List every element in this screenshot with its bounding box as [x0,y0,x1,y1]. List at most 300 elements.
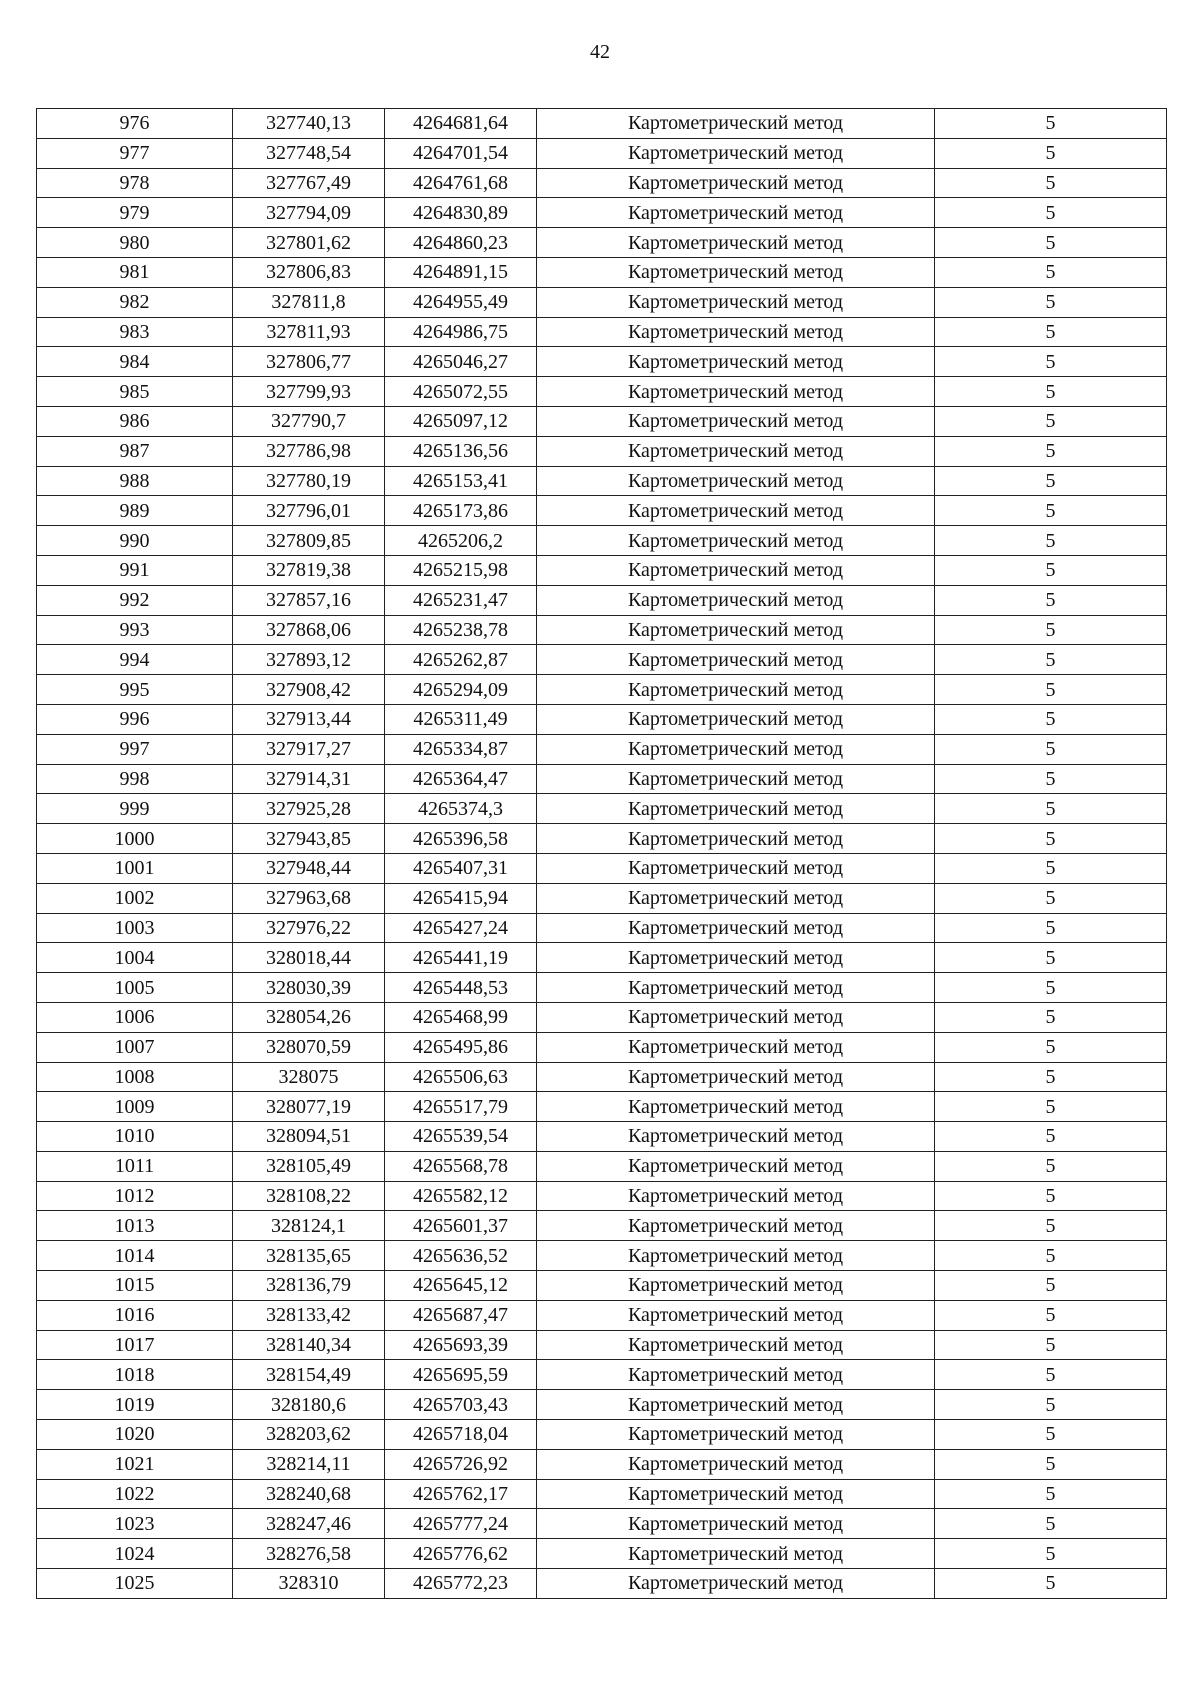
table-row [37,1449,1167,1479]
table-body [37,109,1167,1599]
point-number-cell: 976 [37,109,233,139]
accuracy-cell: 5 [935,1271,1167,1301]
y-coordinate-cell: 4265396,58 [385,824,537,854]
x-coordinate-cell: 327963,68 [233,883,385,913]
x-coordinate-cell: 328124,1 [233,1211,385,1241]
accuracy-cell: 5 [935,1330,1167,1360]
table-row [37,734,1167,764]
table-row [37,1062,1167,1092]
y-coordinate-cell: 4265374,3 [385,794,537,824]
table-row [37,406,1167,436]
point-number-cell: 1000 [37,824,233,854]
y-coordinate-cell: 4265334,87 [385,734,537,764]
method-cell: Картометрический метод [537,645,935,675]
y-coordinate-cell: 4264761,68 [385,168,537,198]
y-coordinate-cell: 4265703,43 [385,1390,537,1420]
method-cell: Картометрический метод [537,257,935,287]
method-cell: Картометрический метод [537,943,935,973]
method-cell: Картометрический метод [537,1032,935,1062]
accuracy-cell: 5 [935,1509,1167,1539]
x-coordinate-cell: 328136,79 [233,1271,385,1301]
accuracy-cell: 5 [935,1211,1167,1241]
accuracy-cell: 5 [935,526,1167,556]
method-cell: Картометрический метод [537,883,935,913]
x-coordinate-cell: 327914,31 [233,764,385,794]
point-number-cell: 1017 [37,1330,233,1360]
accuracy-cell: 5 [935,436,1167,466]
point-number-cell: 989 [37,496,233,526]
y-coordinate-cell: 4265294,09 [385,675,537,705]
y-coordinate-cell: 4265046,27 [385,347,537,377]
point-number-cell: 1014 [37,1241,233,1271]
y-coordinate-cell: 4265097,12 [385,406,537,436]
x-coordinate-cell: 327908,42 [233,675,385,705]
x-coordinate-cell: 327740,13 [233,109,385,139]
point-number-cell: 1001 [37,853,233,883]
table-row [37,198,1167,228]
y-coordinate-cell: 4264681,64 [385,109,537,139]
method-cell: Картометрический метод [537,466,935,496]
table-row [37,1092,1167,1122]
table-row [37,645,1167,675]
method-cell: Картометрический метод [537,913,935,943]
point-number-cell: 981 [37,257,233,287]
method-cell: Картометрический метод [537,1122,935,1152]
x-coordinate-cell: 328030,39 [233,973,385,1003]
method-cell: Картометрический метод [537,1569,935,1599]
point-number-cell: 985 [37,377,233,407]
y-coordinate-cell: 4265072,55 [385,377,537,407]
method-cell: Картометрический метод [537,496,935,526]
y-coordinate-cell: 4265441,19 [385,943,537,973]
accuracy-cell: 5 [935,824,1167,854]
y-coordinate-cell: 4265136,56 [385,436,537,466]
accuracy-cell: 5 [935,347,1167,377]
point-number-cell: 987 [37,436,233,466]
x-coordinate-cell: 328054,26 [233,1002,385,1032]
accuracy-cell: 5 [935,1420,1167,1450]
point-number-cell: 992 [37,585,233,615]
table-row [37,317,1167,347]
accuracy-cell: 5 [935,466,1167,496]
point-number-cell: 997 [37,734,233,764]
point-number-cell: 996 [37,704,233,734]
method-cell: Картометрический метод [537,317,935,347]
y-coordinate-cell: 4265415,94 [385,883,537,913]
point-number-cell: 1023 [37,1509,233,1539]
method-cell: Картометрический метод [537,1479,935,1509]
method-cell: Картометрический метод [537,585,935,615]
table-row [37,1241,1167,1271]
x-coordinate-cell: 328075 [233,1062,385,1092]
table-row [37,943,1167,973]
point-number-cell: 1002 [37,883,233,913]
point-number-cell: 993 [37,615,233,645]
page-number: 42 [590,41,610,63]
table-row [37,1181,1167,1211]
y-coordinate-cell: 4265262,87 [385,645,537,675]
y-coordinate-cell: 4264891,15 [385,257,537,287]
accuracy-cell: 5 [935,1181,1167,1211]
y-coordinate-cell: 4265427,24 [385,913,537,943]
table-row [37,794,1167,824]
accuracy-cell: 5 [935,228,1167,258]
x-coordinate-cell: 328133,42 [233,1300,385,1330]
accuracy-cell: 5 [935,1092,1167,1122]
point-number-cell: 1005 [37,973,233,1003]
table-row [37,1211,1167,1241]
table-row [37,436,1167,466]
y-coordinate-cell: 4264860,23 [385,228,537,258]
table-row [37,555,1167,585]
table-row [37,1002,1167,1032]
y-coordinate-cell: 4265539,54 [385,1122,537,1152]
table-row [37,377,1167,407]
x-coordinate-cell: 327801,62 [233,228,385,258]
point-number-cell: 983 [37,317,233,347]
accuracy-cell: 5 [935,973,1167,1003]
y-coordinate-cell: 4265762,17 [385,1479,537,1509]
method-cell: Картометрический метод [537,347,935,377]
x-coordinate-cell: 327767,49 [233,168,385,198]
accuracy-cell: 5 [935,287,1167,317]
accuracy-cell: 5 [935,883,1167,913]
accuracy-cell: 5 [935,138,1167,168]
accuracy-cell: 5 [935,198,1167,228]
x-coordinate-cell: 327976,22 [233,913,385,943]
method-cell: Картометрический метод [537,1539,935,1569]
table-row [37,1151,1167,1181]
point-number-cell: 1022 [37,1479,233,1509]
accuracy-cell: 5 [935,1360,1167,1390]
point-number-cell: 1010 [37,1122,233,1152]
method-cell: Картометрический метод [537,1151,935,1181]
method-cell: Картометрический метод [537,1360,935,1390]
y-coordinate-cell: 4265407,31 [385,853,537,883]
y-coordinate-cell: 4264701,54 [385,138,537,168]
x-coordinate-cell: 328070,59 [233,1032,385,1062]
table-row [37,615,1167,645]
x-coordinate-cell: 327786,98 [233,436,385,466]
table-row [37,853,1167,883]
method-cell: Картометрический метод [537,1181,935,1211]
x-coordinate-cell: 327925,28 [233,794,385,824]
method-cell: Картометрический метод [537,794,935,824]
x-coordinate-cell: 328247,46 [233,1509,385,1539]
point-number-cell: 1007 [37,1032,233,1062]
accuracy-cell: 5 [935,1062,1167,1092]
x-coordinate-cell: 327913,44 [233,704,385,734]
y-coordinate-cell: 4265517,79 [385,1092,537,1122]
y-coordinate-cell: 4265173,86 [385,496,537,526]
x-coordinate-cell: 328310 [233,1569,385,1599]
method-cell: Картометрический метод [537,406,935,436]
table-row [37,1509,1167,1539]
y-coordinate-cell: 4265311,49 [385,704,537,734]
point-number-cell: 980 [37,228,233,258]
point-number-cell: 991 [37,555,233,585]
point-number-cell: 1003 [37,913,233,943]
accuracy-cell: 5 [935,943,1167,973]
y-coordinate-cell: 4265687,47 [385,1300,537,1330]
point-number-cell: 995 [37,675,233,705]
y-coordinate-cell: 4265364,47 [385,764,537,794]
table-row [37,913,1167,943]
y-coordinate-cell: 4265495,86 [385,1032,537,1062]
x-coordinate-cell: 327799,93 [233,377,385,407]
point-number-cell: 1009 [37,1092,233,1122]
y-coordinate-cell: 4265772,23 [385,1569,537,1599]
point-number-cell: 979 [37,198,233,228]
accuracy-cell: 5 [935,1300,1167,1330]
y-coordinate-cell: 4265718,04 [385,1420,537,1450]
point-number-cell: 1004 [37,943,233,973]
y-coordinate-cell: 4265645,12 [385,1271,537,1301]
point-number-cell: 1006 [37,1002,233,1032]
y-coordinate-cell: 4265215,98 [385,555,537,585]
method-cell: Картометрический метод [537,198,935,228]
method-cell: Картометрический метод [537,675,935,705]
y-coordinate-cell: 4264830,89 [385,198,537,228]
accuracy-cell: 5 [935,168,1167,198]
x-coordinate-cell: 328105,49 [233,1151,385,1181]
method-cell: Картометрический метод [537,1509,935,1539]
method-cell: Картометрический метод [537,1449,935,1479]
table-row [37,764,1167,794]
y-coordinate-cell: 4265601,37 [385,1211,537,1241]
accuracy-cell: 5 [935,406,1167,436]
point-number-cell: 1025 [37,1569,233,1599]
x-coordinate-cell: 327780,19 [233,466,385,496]
method-cell: Картометрический метод [537,1092,935,1122]
x-coordinate-cell: 327819,38 [233,555,385,585]
table-row [37,109,1167,139]
method-cell: Картометрический метод [537,436,935,466]
table-row [37,1390,1167,1420]
x-coordinate-cell: 327943,85 [233,824,385,854]
accuracy-cell: 5 [935,675,1167,705]
y-coordinate-cell: 4264986,75 [385,317,537,347]
accuracy-cell: 5 [935,794,1167,824]
y-coordinate-cell: 4265206,2 [385,526,537,556]
point-number-cell: 982 [37,287,233,317]
table-row [37,1330,1167,1360]
method-cell: Картометрический метод [537,1390,935,1420]
x-coordinate-cell: 327857,16 [233,585,385,615]
point-number-cell: 984 [37,347,233,377]
table-row [37,496,1167,526]
table-row [37,287,1167,317]
x-coordinate-cell: 328203,62 [233,1420,385,1450]
table-row [37,704,1167,734]
table-row [37,1032,1167,1062]
accuracy-cell: 5 [935,853,1167,883]
method-cell: Картометрический метод [537,1330,935,1360]
y-coordinate-cell: 4265231,47 [385,585,537,615]
method-cell: Картометрический метод [537,1062,935,1092]
y-coordinate-cell: 4265468,99 [385,1002,537,1032]
table-row [37,883,1167,913]
point-number-cell: 1008 [37,1062,233,1092]
table-row [37,1539,1167,1569]
x-coordinate-cell: 328214,11 [233,1449,385,1479]
x-coordinate-cell: 328240,68 [233,1479,385,1509]
accuracy-cell: 5 [935,913,1167,943]
y-coordinate-cell: 4265153,41 [385,466,537,496]
method-cell: Картометрический метод [537,1420,935,1450]
accuracy-cell: 5 [935,1002,1167,1032]
point-number-cell: 1019 [37,1390,233,1420]
point-number-cell: 994 [37,645,233,675]
y-coordinate-cell: 4264955,49 [385,287,537,317]
table-row [37,347,1167,377]
x-coordinate-cell: 327809,85 [233,526,385,556]
y-coordinate-cell: 4265568,78 [385,1151,537,1181]
x-coordinate-cell: 328077,19 [233,1092,385,1122]
y-coordinate-cell: 4265777,24 [385,1509,537,1539]
x-coordinate-cell: 327893,12 [233,645,385,675]
x-coordinate-cell: 328108,22 [233,1181,385,1211]
x-coordinate-cell: 328154,49 [233,1360,385,1390]
table-row [37,228,1167,258]
method-cell: Картометрический метод [537,1211,935,1241]
table-row [37,138,1167,168]
y-coordinate-cell: 4265693,39 [385,1330,537,1360]
table-row [37,1569,1167,1599]
accuracy-cell: 5 [935,1390,1167,1420]
accuracy-cell: 5 [935,109,1167,139]
table-row [37,1122,1167,1152]
accuracy-cell: 5 [935,1449,1167,1479]
accuracy-cell: 5 [935,1151,1167,1181]
table-row [37,585,1167,615]
method-cell: Картометрический метод [537,377,935,407]
x-coordinate-cell: 327917,27 [233,734,385,764]
method-cell: Картометрический метод [537,1300,935,1330]
x-coordinate-cell: 327811,93 [233,317,385,347]
point-number-cell: 1020 [37,1420,233,1450]
y-coordinate-cell: 4265636,52 [385,1241,537,1271]
point-number-cell: 1016 [37,1300,233,1330]
method-cell: Картометрический метод [537,764,935,794]
method-cell: Картометрический метод [537,973,935,1003]
point-number-cell: 1012 [37,1181,233,1211]
accuracy-cell: 5 [935,615,1167,645]
coordinates-table [36,108,1167,1599]
accuracy-cell: 5 [935,1569,1167,1599]
x-coordinate-cell: 328135,65 [233,1241,385,1271]
x-coordinate-cell: 328018,44 [233,943,385,973]
method-cell: Картометрический метод [537,138,935,168]
table-row [37,1420,1167,1450]
y-coordinate-cell: 4265776,62 [385,1539,537,1569]
accuracy-cell: 5 [935,1032,1167,1062]
y-coordinate-cell: 4265506,63 [385,1062,537,1092]
method-cell: Картометрический метод [537,228,935,258]
method-cell: Картометрический метод [537,1271,935,1301]
accuracy-cell: 5 [935,734,1167,764]
method-cell: Картометрический метод [537,615,935,645]
x-coordinate-cell: 327806,77 [233,347,385,377]
x-coordinate-cell: 328180,6 [233,1390,385,1420]
table-row [37,675,1167,705]
x-coordinate-cell: 327868,06 [233,615,385,645]
table-row [37,168,1167,198]
table-row [37,1479,1167,1509]
method-cell: Картометрический метод [537,287,935,317]
point-number-cell: 986 [37,406,233,436]
method-cell: Картометрический метод [537,526,935,556]
accuracy-cell: 5 [935,704,1167,734]
x-coordinate-cell: 327796,01 [233,496,385,526]
accuracy-cell: 5 [935,555,1167,585]
table-row [37,257,1167,287]
point-number-cell: 1024 [37,1539,233,1569]
table-row [37,824,1167,854]
method-cell: Картометрический метод [537,824,935,854]
y-coordinate-cell: 4265726,92 [385,1449,537,1479]
x-coordinate-cell: 328276,58 [233,1539,385,1569]
accuracy-cell: 5 [935,645,1167,675]
accuracy-cell: 5 [935,764,1167,794]
table-row [37,1360,1167,1390]
method-cell: Картометрический метод [537,734,935,764]
method-cell: Картометрический метод [537,853,935,883]
accuracy-cell: 5 [935,317,1167,347]
x-coordinate-cell: 327811,8 [233,287,385,317]
y-coordinate-cell: 4265582,12 [385,1181,537,1211]
x-coordinate-cell: 327948,44 [233,853,385,883]
accuracy-cell: 5 [935,1241,1167,1271]
point-number-cell: 1018 [37,1360,233,1390]
method-cell: Картометрический метод [537,704,935,734]
table-row [37,1300,1167,1330]
x-coordinate-cell: 327790,7 [233,406,385,436]
accuracy-cell: 5 [935,257,1167,287]
method-cell: Картометрический метод [537,168,935,198]
point-number-cell: 978 [37,168,233,198]
x-coordinate-cell: 327806,83 [233,257,385,287]
x-coordinate-cell: 327748,54 [233,138,385,168]
accuracy-cell: 5 [935,1479,1167,1509]
point-number-cell: 1021 [37,1449,233,1479]
table-row [37,1271,1167,1301]
point-number-cell: 998 [37,764,233,794]
table-row [37,466,1167,496]
y-coordinate-cell: 4265238,78 [385,615,537,645]
accuracy-cell: 5 [935,585,1167,615]
point-number-cell: 999 [37,794,233,824]
point-number-cell: 977 [37,138,233,168]
table-row [37,526,1167,556]
accuracy-cell: 5 [935,1122,1167,1152]
method-cell: Картометрический метод [537,109,935,139]
point-number-cell: 990 [37,526,233,556]
accuracy-cell: 5 [935,1539,1167,1569]
y-coordinate-cell: 4265448,53 [385,973,537,1003]
x-coordinate-cell: 328140,34 [233,1330,385,1360]
method-cell: Картометрический метод [537,1002,935,1032]
point-number-cell: 988 [37,466,233,496]
x-coordinate-cell: 327794,09 [233,198,385,228]
x-coordinate-cell: 328094,51 [233,1122,385,1152]
table-row [37,973,1167,1003]
accuracy-cell: 5 [935,377,1167,407]
method-cell: Картометрический метод [537,555,935,585]
y-coordinate-cell: 4265695,59 [385,1360,537,1390]
method-cell: Картометрический метод [537,1241,935,1271]
point-number-cell: 1015 [37,1271,233,1301]
